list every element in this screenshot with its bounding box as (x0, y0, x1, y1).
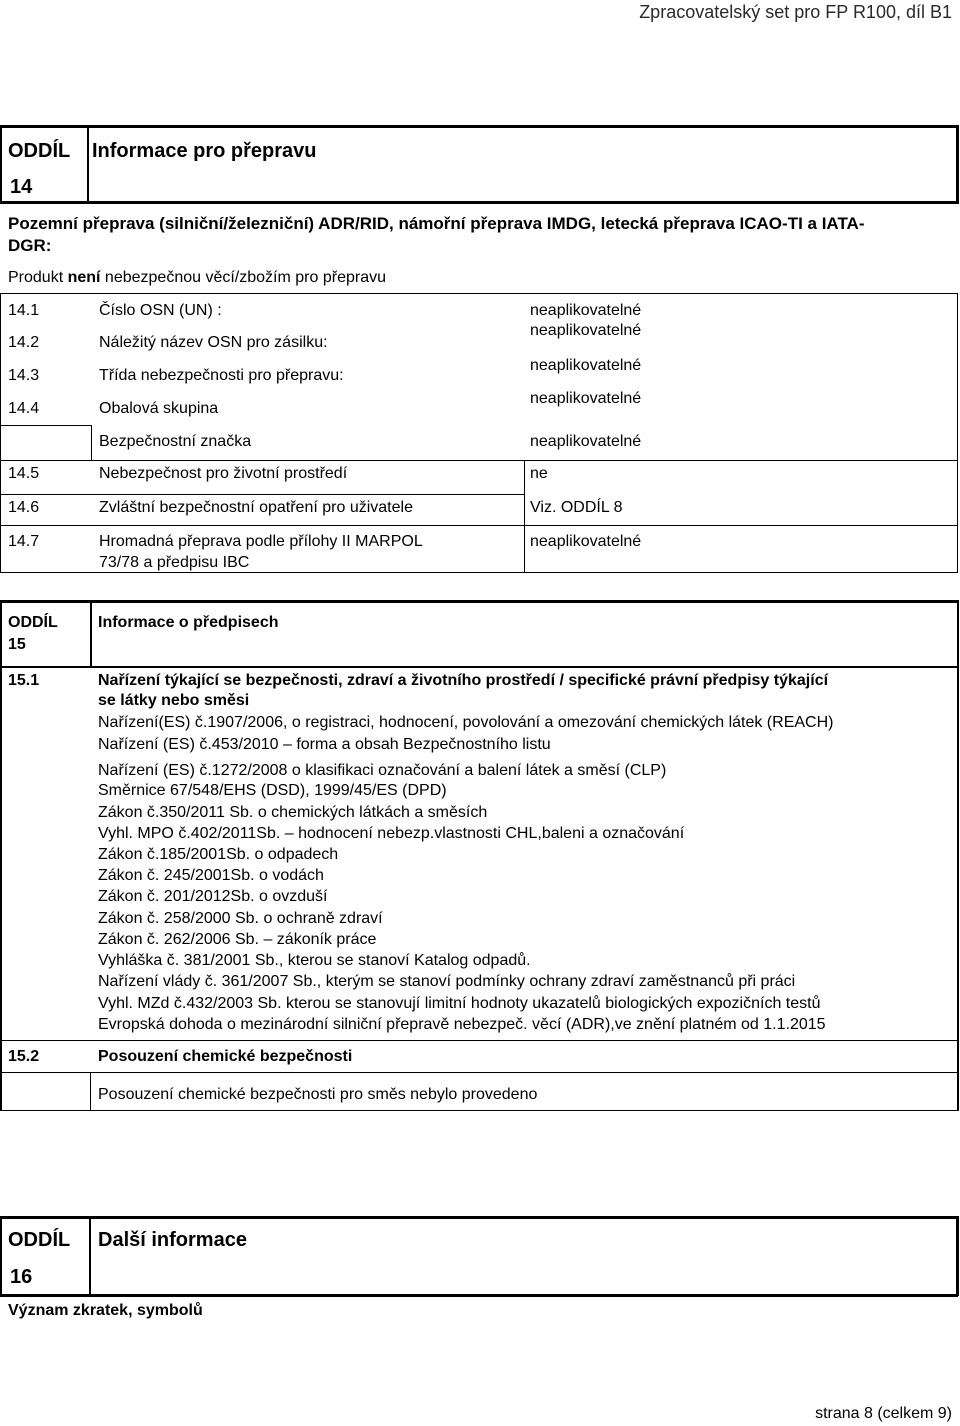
regulation-item: Nařízení vlády č. 361/2007 Sb., kterým se stanoví podmínky ochrany zdraví zaměstnanců při práci (98, 973, 796, 990)
row-safety-label: Bezpečnostní značka (99, 433, 252, 450)
sub-15-1-title-line2: se látky nebo směsi (98, 692, 250, 709)
section-16-label: ODDÍL (8, 1229, 71, 1251)
row-14-6-label: Zvláštní bezpečnostní opatření pro uživatele (99, 499, 413, 516)
row-14-2-value: neaplikovatelné (530, 322, 642, 339)
regulation-item: Zákon č. 201/2012Sb. o ovzduší (98, 888, 328, 905)
row-14-4-value: neaplikovatelné (530, 390, 642, 407)
row-14-1-label: Číslo OSN (UN) : (99, 302, 222, 319)
row-14-4-number: 14.4 (8, 400, 40, 417)
section-15-number: 15 (8, 636, 26, 653)
regulation-item: Nařízení(ES) č.1907/2006, o registraci, hodnocení, povolování a omezování chemických látek (REACH) (98, 714, 834, 731)
sub-15-1-title: Nařízení týkající se bezpečnosti, zdraví a životního prostředí / specifické právní předpisy týkající (98, 672, 829, 689)
regulation-item: Nařízení (ES) č.453/2010 – forma a obsah Bezpečnostního listu (98, 736, 551, 753)
section-16-title: Další informace (98, 1229, 247, 1251)
sub-15-1-number: 15.1 (8, 672, 40, 689)
row-14-7-label-line2: 73/78 a předpisu IBC (99, 554, 250, 571)
row-14-5-number: 14.5 (8, 465, 40, 482)
product-statement: Produkt není nebezpečnou věcí/zbožím pro přepravu (8, 269, 386, 286)
abbreviations-heading: Význam zkratek, symbolů (8, 1302, 203, 1319)
regulation-item: Zákon č. 262/2006 Sb. – zákoník práce (98, 931, 377, 948)
page-header-title: Zpracovatelský set pro FP R100, díl B1 (639, 2, 952, 22)
row-14-4-label: Obalová skupina (99, 400, 219, 417)
row-safety-value: neaplikovatelné (530, 433, 642, 450)
section-14-label: ODDÍL (8, 140, 71, 162)
sub-15-2-number: 15.2 (8, 1048, 40, 1065)
row-14-1-value: neaplikovatelné (530, 302, 642, 319)
regulation-item: Směrnice 67/548/EHS (DSD), 1999/45/ES (DPD) (98, 782, 447, 799)
row-14-7-label: Hromadná přeprava podle přílohy II MARPOL (99, 533, 423, 550)
regulation-item: Zákon č.350/2011 Sb. o chemických látkách a směsích (98, 804, 488, 821)
row-14-3-number: 14.3 (8, 367, 40, 384)
row-14-6-value: Viz. ODDÍL 8 (530, 499, 623, 516)
regulation-item: Vyhláška č. 381/2001 Sb., kterou se stanoví Katalog odpadů. (98, 952, 531, 969)
regulation-item: Vyhl. MZd č.432/2003 Sb. kterou se stanovují limitní hodnoty ukazatelů biologických expozičních testů (98, 995, 821, 1012)
row-14-1-number: 14.1 (8, 302, 40, 319)
transport-intro-line1: Pozemní přeprava (silniční/železniční) ADR/RID, námořní přeprava IMDG, letecká přeprava ICAO-TI a IATA- (8, 214, 865, 233)
row-14-3-value: neaplikovatelné (530, 357, 642, 374)
regulation-item: Vyhl. MPO č.402/2011Sb. – hodnocení nebezp.vlastnosti CHL,baleni a označování (98, 825, 685, 842)
sub-15-2-title: Posouzení chemické bezpečnosti (98, 1048, 353, 1065)
regulation-item: Zákon č. 245/2001Sb. o vodách (98, 867, 324, 884)
section-14-title: Informace pro přepravu (92, 140, 317, 162)
row-14-5-label: Nebezpečnost pro životní prostředí (99, 465, 348, 482)
section-16-number: 16 (10, 1266, 33, 1288)
row-14-5-value: ne (530, 465, 548, 482)
regulation-item: Nařízení (ES) č.1272/2008 o klasifikaci označování a balení látek a směsí (CLP) (98, 762, 667, 779)
regulation-item: Zákon č.185/2001Sb. o odpadech (98, 846, 339, 863)
row-14-7-value: neaplikovatelné (530, 533, 642, 550)
regulation-item: Zákon č. 258/2000 Sb. o ochraně zdraví (98, 910, 383, 927)
row-14-3-label: Třída nebezpečnosti pro přepravu: (99, 367, 344, 384)
row-14-6-number: 14.6 (8, 499, 40, 516)
row-14-2-label: Náležitý název OSN pro zásilku: (99, 334, 328, 351)
page-number: strana 8 (celkem 9) (815, 1405, 952, 1422)
regulation-item: Evropská dohoda o mezinárodní silniční přepravě nebezpeč. věcí (ADR),ve znění platném od 1.1.2015 (98, 1016, 826, 1033)
row-14-2-number: 14.2 (8, 334, 40, 351)
section-15-label: ODDÍL (8, 614, 58, 631)
row-14-7-number: 14.7 (8, 533, 40, 550)
section-15-title: Informace o předpisech (98, 614, 279, 631)
section-14-number: 14 (10, 176, 33, 198)
chemical-safety-text: Posouzení chemické bezpečnosti pro směs nebylo provedeno (98, 1086, 538, 1103)
transport-intro-line2: DGR: (8, 236, 52, 255)
